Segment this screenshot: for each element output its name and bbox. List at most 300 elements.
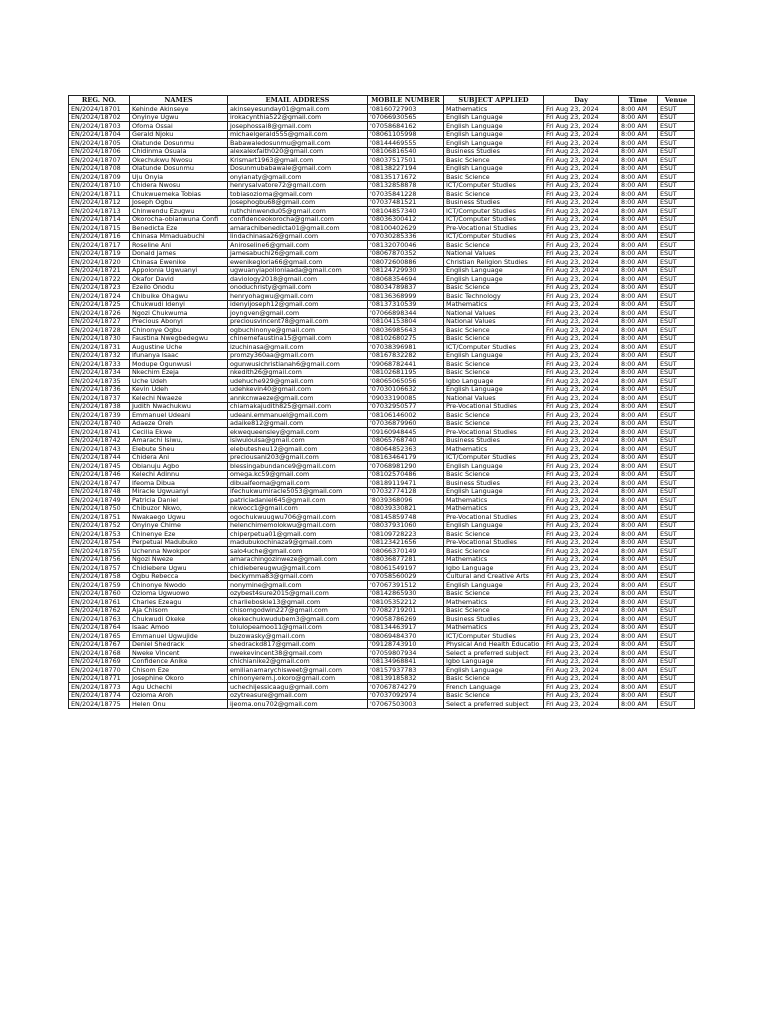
subject-cell: Basic Science bbox=[444, 606, 544, 615]
mobile-cell: '07066898344 bbox=[368, 309, 444, 318]
email-cell: henrysalvatore72@gmail.com bbox=[228, 181, 368, 190]
name-cell: Ozioma Aroh bbox=[130, 691, 228, 700]
name-cell: Ozioma Ugwuowo bbox=[130, 589, 228, 598]
reg-no-cell: EN/2024/18753 bbox=[69, 530, 130, 539]
time-cell: 8:00 AM bbox=[619, 445, 658, 454]
email-cell: omega.kc59@gmail.com bbox=[228, 470, 368, 479]
day-cell: Fri Aug 23, 2024 bbox=[544, 385, 619, 394]
name-cell: Amarachi Isiwu, bbox=[130, 436, 228, 445]
name-cell: Confidence Anike bbox=[130, 657, 228, 666]
mobile-cell: '07058560029 bbox=[368, 572, 444, 581]
day-cell: Fri Aug 23, 2024 bbox=[544, 598, 619, 607]
subject-cell: English Language bbox=[444, 266, 544, 275]
venue-cell: ESUT bbox=[658, 428, 695, 437]
mobile-cell: '08138227194 bbox=[368, 164, 444, 173]
reg-no-cell: EN/2024/18762 bbox=[69, 606, 130, 615]
name-cell: Faustina Nwegbedegwu bbox=[130, 334, 228, 343]
name-cell: Uchenna Nwokpor bbox=[130, 547, 228, 556]
email-cell: Dosunmubabawale@gmail.com bbox=[228, 164, 368, 173]
mobile-cell: '08134968841 bbox=[368, 657, 444, 666]
day-cell: Fri Aug 23, 2024 bbox=[544, 292, 619, 301]
reg-no-cell: EN/2024/18736 bbox=[69, 385, 130, 394]
email-cell: Babawaledosunmu@gmail.com bbox=[228, 139, 368, 148]
venue-cell: ESUT bbox=[658, 351, 695, 360]
subject-cell: English Language bbox=[444, 139, 544, 148]
subject-cell: Mathematics bbox=[444, 445, 544, 454]
email-cell: tolulopeamoo11@gmail.com bbox=[228, 623, 368, 632]
time-cell: 8:00 AM bbox=[619, 130, 658, 139]
email-cell: emilianamarychisweet@gmail.com bbox=[228, 666, 368, 675]
time-cell: 8:00 AM bbox=[619, 258, 658, 267]
reg-no-cell: EN/2024/18740 bbox=[69, 419, 130, 428]
reg-no-cell: EN/2024/18702 bbox=[69, 113, 130, 122]
name-cell: Ofoma Ossai bbox=[130, 122, 228, 131]
email-cell: annkcnwaeze@gmail.com bbox=[228, 394, 368, 403]
subject-cell: Basic Science bbox=[444, 530, 544, 539]
mobile-cell: '08167832282 bbox=[368, 351, 444, 360]
table-row bbox=[69, 462, 695, 471]
table-row bbox=[69, 164, 695, 173]
day-cell: Fri Aug 23, 2024 bbox=[544, 122, 619, 131]
reg-no-cell: EN/2024/18738 bbox=[69, 402, 130, 411]
table-row bbox=[69, 283, 695, 292]
name-cell: Adaeze Oreh bbox=[130, 419, 228, 428]
time-cell: 8:00 AM bbox=[619, 181, 658, 190]
venue-cell: ESUT bbox=[658, 640, 695, 649]
email-cell: lindachinasa26@gmail.com bbox=[228, 232, 368, 241]
subject-cell: Basic Science bbox=[444, 368, 544, 377]
time-cell: 8:00 AM bbox=[619, 207, 658, 216]
table-row bbox=[69, 385, 695, 394]
day-cell: Fri Aug 23, 2024 bbox=[544, 351, 619, 360]
table-row bbox=[69, 113, 695, 122]
day-cell: Fri Aug 23, 2024 bbox=[544, 640, 619, 649]
time-cell: 8:00 AM bbox=[619, 190, 658, 199]
time-cell: 8:00 AM bbox=[619, 300, 658, 309]
venue-cell: ESUT bbox=[658, 564, 695, 573]
name-cell: Chukwudi Okeke bbox=[130, 615, 228, 624]
subject-cell: Business Studies bbox=[444, 615, 544, 624]
time-cell: 8:00 AM bbox=[619, 436, 658, 445]
mobile-cell: '07059807934 bbox=[368, 649, 444, 658]
subject-cell: National Values bbox=[444, 394, 544, 403]
day-cell: Fri Aug 23, 2024 bbox=[544, 479, 619, 488]
table-row bbox=[69, 198, 695, 207]
day-cell: Fri Aug 23, 2024 bbox=[544, 377, 619, 386]
day-cell: Fri Aug 23, 2024 bbox=[544, 691, 619, 700]
venue-cell: ESUT bbox=[658, 156, 695, 165]
reg-no-cell: EN/2024/18774 bbox=[69, 691, 130, 700]
subject-cell: Basic Science bbox=[444, 589, 544, 598]
time-cell: 8:00 AM bbox=[619, 360, 658, 369]
venue-cell: ESUT bbox=[658, 385, 695, 394]
venue-cell: ESUT bbox=[658, 232, 695, 241]
reg-no-cell: EN/2024/18758 bbox=[69, 572, 130, 581]
email-cell: Josephogbu68@gmail.com bbox=[228, 198, 368, 207]
name-cell: Uju Onyia bbox=[130, 173, 228, 182]
table-row bbox=[69, 555, 695, 564]
email-cell: charlieboskie13@gmail.com bbox=[228, 598, 368, 607]
venue-cell: ESUT bbox=[658, 598, 695, 607]
reg-no-cell: EN/2024/18757 bbox=[69, 564, 130, 573]
subject-cell: English Language bbox=[444, 666, 544, 675]
subject-cell: English Language bbox=[444, 385, 544, 394]
name-cell: Joseph Ogbu bbox=[130, 198, 228, 207]
mobile-cell: '09128743910 bbox=[368, 640, 444, 649]
subject-cell: Pre-Vocational Studies bbox=[444, 428, 544, 437]
reg-no-cell: EN/2024/18723 bbox=[69, 283, 130, 292]
email-cell: ogochukwuugwu706@gmail.com bbox=[228, 513, 368, 522]
mobile-cell: '08104857340 bbox=[368, 207, 444, 216]
venue-cell: ESUT bbox=[658, 360, 695, 369]
email-cell: okekechukwudubem3@gmail.com bbox=[228, 615, 368, 624]
time-cell: 8:00 AM bbox=[619, 487, 658, 496]
email-cell: henryohagwu@gmail.com bbox=[228, 292, 368, 301]
mobile-cell: '08104153804 bbox=[368, 317, 444, 326]
name-cell: Josephine Okoro bbox=[130, 674, 228, 683]
reg-no-cell: EN/2024/18705 bbox=[69, 139, 130, 148]
name-cell: Onyinye Chime bbox=[130, 521, 228, 530]
subject-cell: English Language bbox=[444, 130, 544, 139]
table-row bbox=[69, 317, 695, 326]
time-cell: 8:00 AM bbox=[619, 283, 658, 292]
subject-cell: Mathematics bbox=[444, 496, 544, 505]
reg-no-cell: EN/2024/18763 bbox=[69, 615, 130, 624]
email-cell: alexalexfaith020@gmail.com bbox=[228, 147, 368, 156]
table-row bbox=[69, 139, 695, 148]
column-header-venue: Venue bbox=[658, 96, 695, 105]
subject-cell: Basic Science bbox=[444, 326, 544, 335]
time-cell: 8:00 AM bbox=[619, 139, 658, 148]
name-cell: Emmanuel Ugwujide bbox=[130, 632, 228, 641]
column-header-email: EMAIL ADDRESS bbox=[228, 96, 368, 105]
venue-cell: ESUT bbox=[658, 445, 695, 454]
mobile-cell: '07038396981 bbox=[368, 343, 444, 352]
table-row bbox=[69, 674, 695, 683]
venue-cell: ESUT bbox=[658, 147, 695, 156]
reg-no-cell: EN/2024/18724 bbox=[69, 292, 130, 301]
name-cell: Ngozi Nweze bbox=[130, 555, 228, 564]
venue-cell: ESUT bbox=[658, 683, 695, 692]
email-cell: ifechukwumiracle5053@gmail.com bbox=[228, 487, 368, 496]
subject-cell: English Language bbox=[444, 122, 544, 131]
venue-cell: ESUT bbox=[658, 198, 695, 207]
subject-cell: Mathematics bbox=[444, 598, 544, 607]
name-cell: Chibuzor Nkwo, bbox=[130, 504, 228, 513]
mobile-cell: '08132858878 bbox=[368, 181, 444, 190]
email-cell: chisomgodwin227@gmail.com bbox=[228, 606, 368, 615]
reg-no-cell: EN/2024/18771 bbox=[69, 674, 130, 683]
venue-cell: ESUT bbox=[658, 130, 695, 139]
time-cell: 8:00 AM bbox=[619, 215, 658, 224]
email-cell: uchechijessicaagu@gmail.com bbox=[228, 683, 368, 692]
name-cell: Okechukwu Nwosu bbox=[130, 156, 228, 165]
reg-no-cell: EN/2024/18754 bbox=[69, 538, 130, 547]
day-cell: Fri Aug 23, 2024 bbox=[544, 147, 619, 156]
table-row bbox=[69, 589, 695, 598]
name-cell: Chidinma Osuala bbox=[130, 147, 228, 156]
reg-no-cell: EN/2024/18708 bbox=[69, 164, 130, 173]
subject-cell: Pre-Vocational Studies bbox=[444, 402, 544, 411]
name-cell: Patricia Daniel bbox=[130, 496, 228, 505]
venue-cell: ESUT bbox=[658, 657, 695, 666]
mobile-cell: '08072600886 bbox=[368, 258, 444, 267]
day-cell: Fri Aug 23, 2024 bbox=[544, 181, 619, 190]
table-row bbox=[69, 411, 695, 420]
reg-no-cell: EN/2024/18734 bbox=[69, 368, 130, 377]
subject-cell: Mathematics bbox=[444, 300, 544, 309]
day-cell: Fri Aug 23, 2024 bbox=[544, 394, 619, 403]
reg-no-cell: EN/2024/18770 bbox=[69, 666, 130, 675]
email-cell: akinseyesunday01@gmail.com bbox=[228, 105, 368, 114]
table-row bbox=[69, 521, 695, 530]
reg-no-cell: EN/2024/18769 bbox=[69, 657, 130, 666]
name-cell: Chinenye Eze bbox=[130, 530, 228, 539]
mobile-cell: '08100402629 bbox=[368, 224, 444, 233]
reg-no-cell: EN/2024/18712 bbox=[69, 198, 130, 207]
venue-cell: ESUT bbox=[658, 113, 695, 122]
subject-cell: Pre-Vocational Studies bbox=[444, 513, 544, 522]
day-cell: Fri Aug 23, 2024 bbox=[544, 530, 619, 539]
name-cell: Deniel Shedrack bbox=[130, 640, 228, 649]
time-cell: 8:00 AM bbox=[619, 649, 658, 658]
time-cell: 8:00 AM bbox=[619, 572, 658, 581]
subject-cell: ICT/Computer Studies bbox=[444, 632, 544, 641]
reg-no-cell: EN/2024/18720 bbox=[69, 258, 130, 267]
time-cell: 8:00 AM bbox=[619, 394, 658, 403]
mobile-cell: '08061549197 bbox=[368, 564, 444, 573]
subject-cell: French Language bbox=[444, 683, 544, 692]
venue-cell: ESUT bbox=[658, 275, 695, 284]
subject-cell: Basic Science bbox=[444, 283, 544, 292]
reg-no-cell: EN/2024/18755 bbox=[69, 547, 130, 556]
day-cell: Fri Aug 23, 2024 bbox=[544, 538, 619, 547]
time-cell: 8:00 AM bbox=[619, 683, 658, 692]
name-cell: Isaac Amoo bbox=[130, 623, 228, 632]
venue-cell: ESUT bbox=[658, 105, 695, 114]
time-cell: 8:00 AM bbox=[619, 632, 658, 641]
venue-cell: ESUT bbox=[658, 504, 695, 513]
table-row bbox=[69, 572, 695, 581]
subject-cell: Christian Religion Studies bbox=[444, 258, 544, 267]
mobile-cell: '08134463917 bbox=[368, 623, 444, 632]
venue-cell: ESUT bbox=[658, 241, 695, 250]
mobile-cell: '07067503003 bbox=[368, 700, 444, 709]
name-cell: Judith Nwachukwu bbox=[130, 402, 228, 411]
name-cell: Chukwudi Idenyi bbox=[130, 300, 228, 309]
name-cell: Roseline Ani bbox=[130, 241, 228, 250]
time-cell: 8:00 AM bbox=[619, 674, 658, 683]
reg-no-cell: EN/2024/18710 bbox=[69, 181, 130, 190]
time-cell: 8:00 AM bbox=[619, 513, 658, 522]
table-row bbox=[69, 623, 695, 632]
mobile-cell: '07066930565 bbox=[368, 113, 444, 122]
time-cell: 8:00 AM bbox=[619, 453, 658, 462]
email-cell: udehkevin40@gmail.com bbox=[228, 385, 368, 394]
subject-cell: Igbo Language bbox=[444, 564, 544, 573]
venue-cell: ESUT bbox=[658, 173, 695, 182]
venue-cell: ESUT bbox=[658, 368, 695, 377]
name-cell: Donald James bbox=[130, 249, 228, 258]
time-cell: 8:00 AM bbox=[619, 249, 658, 258]
time-cell: 8:00 AM bbox=[619, 326, 658, 335]
email-cell: izuchinasa@gmail.com bbox=[228, 343, 368, 352]
time-cell: 8:00 AM bbox=[619, 479, 658, 488]
subject-cell: Mathematics bbox=[444, 105, 544, 114]
reg-no-cell: EN/2024/18719 bbox=[69, 249, 130, 258]
reg-no-cell: EN/2024/18721 bbox=[69, 266, 130, 275]
name-cell: Modupe Ogunwusi bbox=[130, 360, 228, 369]
time-cell: 8:00 AM bbox=[619, 377, 658, 386]
day-cell: Fri Aug 23, 2024 bbox=[544, 317, 619, 326]
reg-no-cell: EN/2024/18715 bbox=[69, 224, 130, 233]
mobile-cell: '08137310539 bbox=[368, 300, 444, 309]
mobile-cell: '08145859748 bbox=[368, 513, 444, 522]
reg-no-cell: EN/2024/18739 bbox=[69, 411, 130, 420]
time-cell: 8:00 AM bbox=[619, 198, 658, 207]
mobile-cell: '07032774128 bbox=[368, 487, 444, 496]
subject-cell: Business Studies bbox=[444, 198, 544, 207]
mobile-cell: '07067391512 bbox=[368, 581, 444, 590]
reg-no-cell: EN/2024/18701 bbox=[69, 105, 130, 114]
email-cell: onoduchristy@gmail.com bbox=[228, 283, 368, 292]
day-cell: Fri Aug 23, 2024 bbox=[544, 606, 619, 615]
day-cell: Fri Aug 23, 2024 bbox=[544, 190, 619, 199]
column-header-reg-no: REG. NO. bbox=[69, 96, 130, 105]
subject-cell: English Language bbox=[444, 487, 544, 496]
day-cell: Fri Aug 23, 2024 bbox=[544, 139, 619, 148]
day-cell: Fri Aug 23, 2024 bbox=[544, 300, 619, 309]
name-cell: Aja Chisom bbox=[130, 606, 228, 615]
venue-cell: ESUT bbox=[658, 139, 695, 148]
email-cell: preciousani203@gmail.com bbox=[228, 453, 368, 462]
subject-cell: Business Studies bbox=[444, 436, 544, 445]
reg-no-cell: EN/2024/18722 bbox=[69, 275, 130, 284]
day-cell: Fri Aug 23, 2024 bbox=[544, 521, 619, 530]
reg-no-cell: EN/2024/18735 bbox=[69, 377, 130, 386]
day-cell: Fri Aug 23, 2024 bbox=[544, 657, 619, 666]
mobile-cell: '08157937783 bbox=[368, 666, 444, 675]
time-cell: 8:00 AM bbox=[619, 598, 658, 607]
day-cell: Fri Aug 23, 2024 bbox=[544, 343, 619, 352]
day-cell: Fri Aug 23, 2024 bbox=[544, 632, 619, 641]
name-cell: Ogbu Rebecca bbox=[130, 572, 228, 581]
name-cell: Kelechi Adinnu bbox=[130, 470, 228, 479]
table-row bbox=[69, 402, 695, 411]
subject-cell: Basic Science bbox=[444, 190, 544, 199]
table-row bbox=[69, 487, 695, 496]
table-row bbox=[69, 275, 695, 284]
venue-cell: ESUT bbox=[658, 190, 695, 199]
reg-no-cell: EN/2024/18717 bbox=[69, 241, 130, 250]
time-cell: 8:00 AM bbox=[619, 496, 658, 505]
table-row bbox=[69, 224, 695, 233]
mobile-cell: '07067874279 bbox=[368, 683, 444, 692]
venue-cell: ESUT bbox=[658, 581, 695, 590]
table-row bbox=[69, 368, 695, 377]
table-row bbox=[69, 436, 695, 445]
day-cell: Fri Aug 23, 2024 bbox=[544, 173, 619, 182]
email-cell: chinonyerem.j.okoro@gmail.com bbox=[228, 674, 368, 683]
mobile-cell: '07032950577 bbox=[368, 402, 444, 411]
mobile-cell: '08132070046 bbox=[368, 241, 444, 250]
time-cell: 8:00 AM bbox=[619, 351, 658, 360]
subject-cell: English Language bbox=[444, 275, 544, 284]
day-cell: Fri Aug 23, 2024 bbox=[544, 615, 619, 624]
email-cell: michaelgerald555@gmail.com bbox=[228, 130, 368, 139]
table-row bbox=[69, 632, 695, 641]
table-row bbox=[69, 419, 695, 428]
mobile-cell: '08139185832 bbox=[368, 674, 444, 683]
day-cell: Fri Aug 23, 2024 bbox=[544, 581, 619, 590]
day-cell: Fri Aug 23, 2024 bbox=[544, 360, 619, 369]
time-cell: 8:00 AM bbox=[619, 547, 658, 556]
reg-no-cell: EN/2024/18728 bbox=[69, 326, 130, 335]
subject-cell: Basic Science bbox=[444, 411, 544, 420]
reg-no-cell: EN/2024/18751 bbox=[69, 513, 130, 522]
email-cell: nkedith26@gmail.com bbox=[228, 368, 368, 377]
name-cell: Ezeilo Onodu bbox=[130, 283, 228, 292]
venue-cell: ESUT bbox=[658, 249, 695, 258]
time-cell: 8:00 AM bbox=[619, 411, 658, 420]
reg-no-cell: EN/2024/18775 bbox=[69, 700, 130, 709]
venue-cell: ESUT bbox=[658, 394, 695, 403]
reg-no-cell: EN/2024/18732 bbox=[69, 351, 130, 360]
venue-cell: ESUT bbox=[658, 462, 695, 471]
subject-cell: Basic Science bbox=[444, 547, 544, 556]
name-cell: Chidera Ani bbox=[130, 453, 228, 462]
subject-cell: Pre-Vocational Studies bbox=[444, 224, 544, 233]
mobile-cell: '08102681195 bbox=[368, 368, 444, 377]
venue-cell: ESUT bbox=[658, 479, 695, 488]
registration-table bbox=[68, 95, 695, 709]
day-cell: Fri Aug 23, 2024 bbox=[544, 419, 619, 428]
name-cell: Chibuike Ohagwu bbox=[130, 292, 228, 301]
table-row bbox=[69, 190, 695, 199]
time-cell: 8:00 AM bbox=[619, 538, 658, 547]
table-row bbox=[69, 615, 695, 624]
mobile-cell: '08036877281 bbox=[368, 555, 444, 564]
table-row bbox=[69, 513, 695, 522]
time-cell: 8:00 AM bbox=[619, 504, 658, 513]
day-cell: Fri Aug 23, 2024 bbox=[544, 683, 619, 692]
table-row bbox=[69, 581, 695, 590]
mobile-cell: '07037092974 bbox=[368, 691, 444, 700]
name-cell: Chukwuemeka Tobias bbox=[130, 190, 228, 199]
name-cell: Ifeoma Dibua bbox=[130, 479, 228, 488]
mobile-cell: '08036985643 bbox=[368, 326, 444, 335]
venue-cell: ESUT bbox=[658, 317, 695, 326]
venue-cell: ESUT bbox=[658, 334, 695, 343]
name-cell: Chinasa Ewenike bbox=[130, 258, 228, 267]
time-cell: 8:00 AM bbox=[619, 419, 658, 428]
mobile-cell: '08061105998 bbox=[368, 130, 444, 139]
mobile-cell: '08065768740 bbox=[368, 436, 444, 445]
email-cell: confidenceokorocha@gmail.com bbox=[228, 215, 368, 224]
table-row bbox=[69, 598, 695, 607]
day-cell: Fri Aug 23, 2024 bbox=[544, 164, 619, 173]
day-cell: Fri Aug 23, 2024 bbox=[544, 436, 619, 445]
table-row bbox=[69, 504, 695, 513]
email-cell: beckymma83@gmail.com bbox=[228, 572, 368, 581]
reg-no-cell: EN/2024/18747 bbox=[69, 479, 130, 488]
mobile-cell: '08136368999 bbox=[368, 292, 444, 301]
time-cell: 8:00 AM bbox=[619, 657, 658, 666]
email-cell: madubukochinaza9@gmail.com bbox=[228, 538, 368, 547]
name-cell: Olatunde Dosunmu bbox=[130, 139, 228, 148]
mobile-cell: '08034789837 bbox=[368, 283, 444, 292]
time-cell: 8:00 AM bbox=[619, 147, 658, 156]
